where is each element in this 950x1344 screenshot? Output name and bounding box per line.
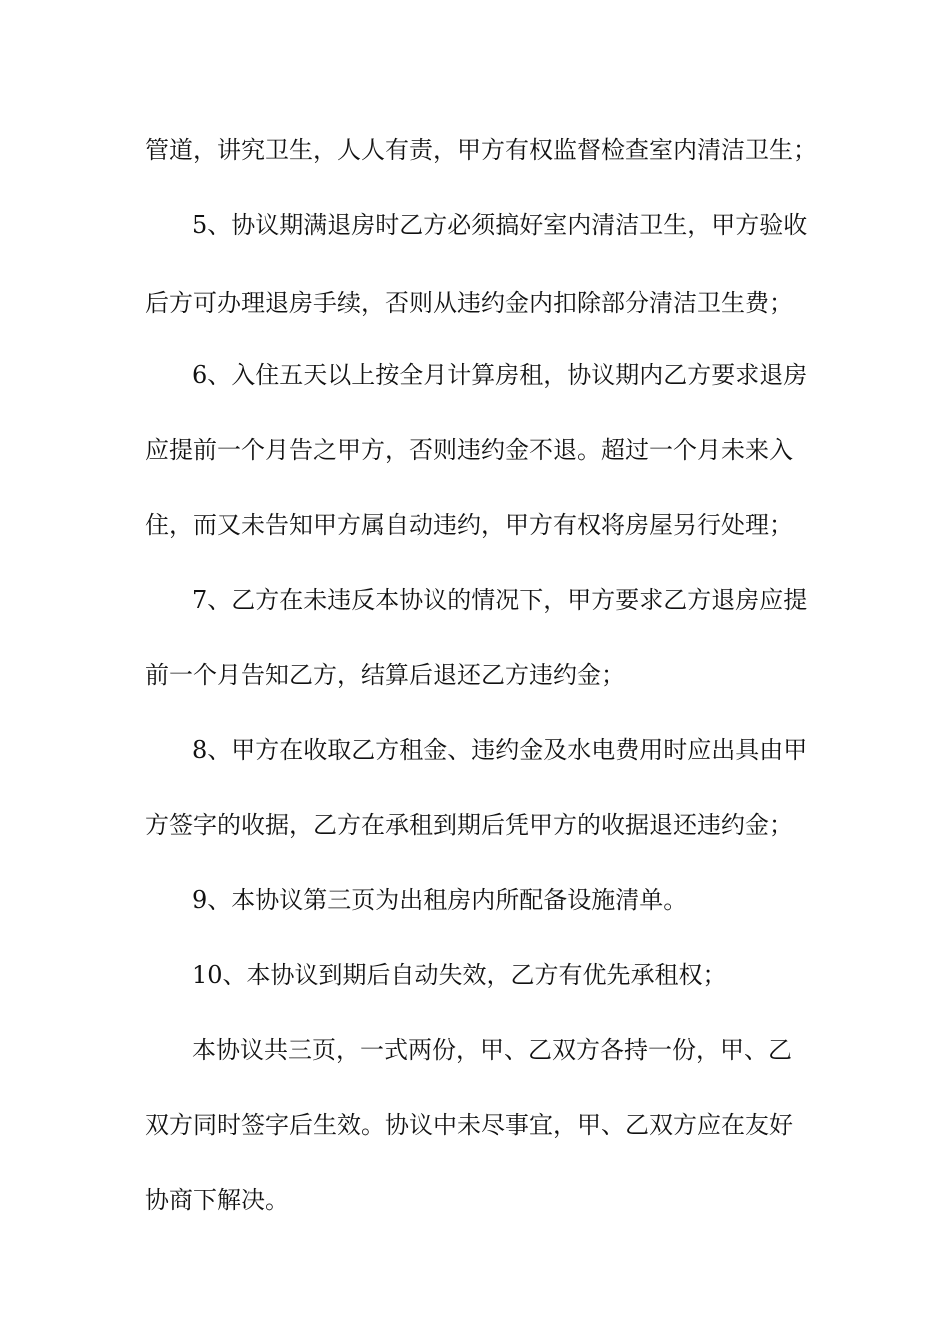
clause-8-line-1: 8、甲方在收取乙方租金、违约金及水电费用时应出具由甲 — [192, 736, 808, 764]
text-line: 方签字的收据，乙方在承租到期后凭甲方的收据退还违约金； — [145, 811, 793, 839]
clause-6-line-1: 6、入住五天以上按全月计算房租，协议期内乙方要求退房 — [192, 361, 808, 389]
text-line: 前一个月告知乙方，结算后退还乙方违约金； — [145, 661, 625, 689]
clause-5-line-1: 5、协议期满退房时乙方必须搞好室内清洁卫生，甲方验收 — [192, 211, 808, 239]
text-line: 应提前一个月告之甲方，否则违约金不退。超过一个月未来入 — [145, 436, 793, 464]
clause-9-line: 9、本协议第三页为出租房内所配备设施清单。 — [192, 886, 688, 914]
clause-10-line: 10、本协议到期后自动失效，乙方有优先承租权； — [192, 961, 727, 989]
text-line: 后方可办理退房手续，否则从违约金内扣除部分清洁卫生费； — [145, 289, 793, 317]
text-line: 管道，讲究卫生，人人有责，甲方有权监督检查室内清洁卫生； — [145, 136, 817, 164]
text-line: 双方同时签字后生效。协议中未尽事宜，甲、乙双方应在友好 — [145, 1111, 793, 1139]
text-line: 协商下解决。 — [145, 1186, 289, 1214]
closing-paragraph-line-1: 本协议共三页，一式两份，甲、乙双方各持一份，甲、乙 — [192, 1036, 792, 1064]
clause-7-line-1: 7、乙方在未违反本协议的情况下，甲方要求乙方退房应提 — [192, 586, 808, 614]
text-line: 住，而又未告知甲方属自动违约，甲方有权将房屋另行处理； — [145, 511, 793, 539]
